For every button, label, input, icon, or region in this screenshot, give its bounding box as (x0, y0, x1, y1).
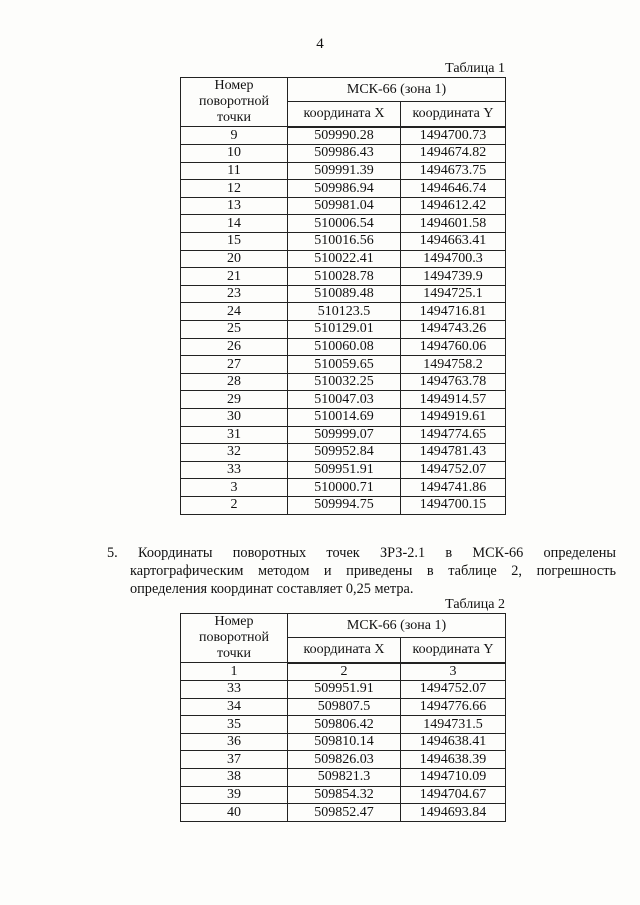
table-row (181, 215, 506, 233)
table-row (181, 127, 506, 145)
cell-y: 1494919.61 (401, 409, 506, 427)
cell-x: 510022.41 (288, 250, 401, 268)
cell-x: 510016.56 (288, 233, 401, 251)
cell-x: 509852.47 (288, 804, 401, 822)
table-row (181, 180, 506, 198)
cell-x: 510047.03 (288, 391, 401, 409)
cell-point-number: 25 (181, 321, 288, 339)
cell-y: 1494612.42 (401, 197, 506, 215)
cell-y: 1494752.07 (401, 681, 506, 699)
cell-point-number: 24 (181, 303, 288, 321)
table-row (181, 769, 506, 787)
header-point-number: Номер поворотной точки (181, 78, 288, 127)
cell-y: 1494673.75 (401, 162, 506, 180)
cell-x: 510060.08 (288, 338, 401, 356)
cell-x: 509821.3 (288, 769, 401, 787)
cell-y: 1494776.66 (401, 698, 506, 716)
cell-point-number: 38 (181, 769, 288, 787)
cell-y: 1494674.82 (401, 145, 506, 163)
column-number-row (181, 663, 506, 681)
cell-point-number: 31 (181, 426, 288, 444)
table-row (181, 409, 506, 427)
table-row (181, 804, 506, 822)
cell-x: 510000.71 (288, 479, 401, 497)
cell-x: 509951.91 (288, 461, 401, 479)
header-y: координата Y (401, 638, 506, 663)
table-row (181, 461, 506, 479)
cell-x: 509991.39 (288, 162, 401, 180)
table1-body (181, 127, 506, 515)
table-row (181, 391, 506, 409)
cell-point-number: 10 (181, 145, 288, 163)
cell-y: 1494743.26 (401, 321, 506, 339)
table-row (181, 162, 506, 180)
cell-y: 1494716.81 (401, 303, 506, 321)
cell-y: 1494774.65 (401, 426, 506, 444)
cell-point-number: 40 (181, 804, 288, 822)
column-number-cell: 1 (181, 663, 288, 681)
cell-x: 510006.54 (288, 215, 401, 233)
cell-y: 1494725.1 (401, 285, 506, 303)
cell-y: 1494646.74 (401, 180, 506, 198)
cell-point-number: 13 (181, 197, 288, 215)
paragraph-5: 5. Координаты поворотных точек ЗРЗ-2.1 в МСК-66 определены картографическим методом и приведены в таблице 2, погрешность определения координат составляет 0,25 метра. (107, 545, 616, 597)
cell-y: 1494763.78 (401, 373, 506, 391)
cell-x: 510123.5 (288, 303, 401, 321)
header-coordinate-system: МСК-66 (зона 1) (288, 78, 506, 102)
table-row (181, 373, 506, 391)
cell-x: 509951.91 (288, 681, 401, 699)
cell-x: 509994.75 (288, 496, 401, 514)
cell-point-number: 2 (181, 496, 288, 514)
cell-y: 1494914.57 (401, 391, 506, 409)
cell-x: 509810.14 (288, 733, 401, 751)
cell-point-number: 15 (181, 233, 288, 251)
cell-x: 510059.65 (288, 356, 401, 374)
cell-y: 1494731.5 (401, 716, 506, 734)
cell-point-number: 28 (181, 373, 288, 391)
cell-y: 1494710.09 (401, 769, 506, 787)
cell-x: 509986.94 (288, 180, 401, 198)
cell-point-number: 3 (181, 479, 288, 497)
page-number: 4 (316, 36, 324, 52)
table-row (181, 751, 506, 769)
cell-point-number: 29 (181, 391, 288, 409)
cell-x: 509807.5 (288, 698, 401, 716)
cell-y: 1494663.41 (401, 233, 506, 251)
cell-point-number: 33 (181, 461, 288, 479)
table-row (181, 321, 506, 339)
table-row (181, 479, 506, 497)
table-row (181, 716, 506, 734)
header-x: координата X (288, 638, 401, 663)
cell-y: 1494760.06 (401, 338, 506, 356)
cell-x: 510028.78 (288, 268, 401, 286)
table-row (181, 681, 506, 699)
table-row (181, 444, 506, 462)
cell-x: 510129.01 (288, 321, 401, 339)
table-row (181, 338, 506, 356)
cell-y: 1494693.84 (401, 804, 506, 822)
table-row (181, 496, 506, 514)
table2-caption: Таблица 2 (445, 597, 505, 612)
cell-y: 1494739.9 (401, 268, 506, 286)
cell-point-number: 20 (181, 250, 288, 268)
table-row (181, 786, 506, 804)
cell-x: 510032.25 (288, 373, 401, 391)
cell-y: 1494638.39 (401, 751, 506, 769)
table-row (181, 303, 506, 321)
cell-point-number: 30 (181, 409, 288, 427)
table2-body (181, 663, 506, 822)
cell-y: 1494638.41 (401, 733, 506, 751)
cell-x: 510014.69 (288, 409, 401, 427)
header-y: координата Y (401, 102, 506, 127)
table-row (181, 356, 506, 374)
cell-point-number: 36 (181, 733, 288, 751)
cell-x: 509999.07 (288, 426, 401, 444)
table-row (181, 733, 506, 751)
cell-point-number: 11 (181, 162, 288, 180)
cell-y: 1494704.67 (401, 786, 506, 804)
cell-x: 510089.48 (288, 285, 401, 303)
table-row (181, 426, 506, 444)
table-row (181, 285, 506, 303)
cell-x: 509806.42 (288, 716, 401, 734)
cell-point-number: 32 (181, 444, 288, 462)
cell-x: 509952.84 (288, 444, 401, 462)
cell-point-number: 33 (181, 681, 288, 699)
cell-point-number: 35 (181, 716, 288, 734)
cell-point-number: 12 (181, 180, 288, 198)
cell-point-number: 14 (181, 215, 288, 233)
cell-x: 509990.28 (288, 127, 401, 145)
table-row (181, 145, 506, 163)
cell-y: 1494741.86 (401, 479, 506, 497)
cell-y: 1494758.2 (401, 356, 506, 374)
cell-point-number: 26 (181, 338, 288, 356)
coordinates-table-1 (180, 77, 506, 515)
cell-point-number: 9 (181, 127, 288, 145)
column-number-cell: 2 (288, 663, 401, 681)
cell-x: 509854.32 (288, 786, 401, 804)
cell-y: 1494700.3 (401, 250, 506, 268)
cell-x: 509986.43 (288, 145, 401, 163)
cell-y: 1494700.15 (401, 496, 506, 514)
column-number-cell: 3 (401, 663, 506, 681)
cell-x: 509826.03 (288, 751, 401, 769)
table-row (181, 197, 506, 215)
cell-y: 1494700.73 (401, 127, 506, 145)
coordinates-table-2 (180, 613, 506, 822)
table-row (181, 233, 506, 251)
cell-point-number: 21 (181, 268, 288, 286)
table1-caption: Таблица 1 (445, 61, 505, 76)
header-x: координата X (288, 102, 401, 127)
cell-x: 509981.04 (288, 197, 401, 215)
header-point-number: Номер поворотной точки (181, 614, 288, 663)
cell-y: 1494752.07 (401, 461, 506, 479)
header-coordinate-system: МСК-66 (зона 1) (288, 614, 506, 638)
cell-point-number: 34 (181, 698, 288, 716)
cell-point-number: 37 (181, 751, 288, 769)
table-row (181, 268, 506, 286)
cell-point-number: 23 (181, 285, 288, 303)
cell-point-number: 27 (181, 356, 288, 374)
table-row (181, 250, 506, 268)
cell-y: 1494781.43 (401, 444, 506, 462)
cell-y: 1494601.58 (401, 215, 506, 233)
table-row (181, 698, 506, 716)
cell-point-number: 39 (181, 786, 288, 804)
